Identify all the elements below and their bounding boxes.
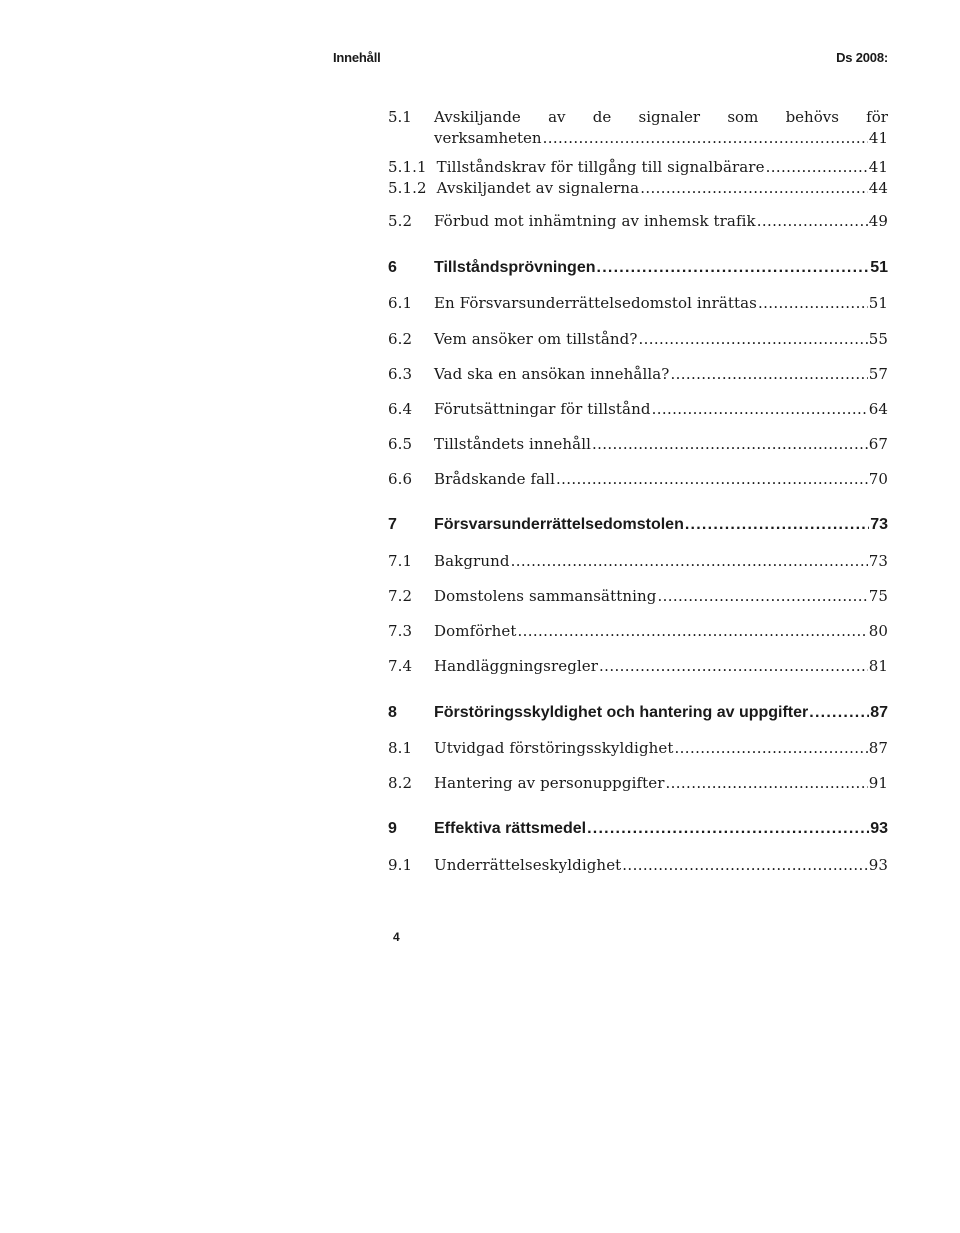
- toc-entry-page: 41: [868, 129, 888, 147]
- toc-entry-page: 73: [870, 516, 888, 533]
- toc-entry-number: 8.2: [388, 774, 413, 792]
- toc-entry: [388, 774, 888, 792]
- toc-entry-page: 49: [868, 212, 888, 230]
- toc-entry-page: 80: [868, 622, 888, 640]
- toc-entry-page: 70: [868, 470, 888, 488]
- toc-entry-title: Vem ansöker om tillstånd?: [434, 330, 638, 348]
- toc-entry-title: [434, 108, 888, 126]
- toc-entry-page: 64: [868, 400, 888, 418]
- toc-entry-title: Domförhet: [434, 622, 517, 640]
- dot-leader: [766, 158, 868, 176]
- toc-entry-number: 6.3: [388, 365, 413, 383]
- toc-entry-title-continuation: verksamheten: [434, 129, 542, 147]
- toc-entry-number: 6.1: [388, 294, 413, 312]
- dot-leader: [622, 856, 867, 874]
- toc-entry-5-1-2: [388, 179, 888, 197]
- toc-entry-number: 6.6: [388, 470, 413, 488]
- dot-leader: [652, 400, 868, 418]
- dot-leader: [758, 294, 868, 312]
- toc-entry-number: 7: [388, 516, 397, 533]
- toc-chapter-entry: [388, 820, 888, 838]
- toc-entry-title: Förbud mot inhämtning av inhemsk trafik: [434, 212, 756, 230]
- toc-entry-page: 55: [868, 330, 888, 348]
- dot-leader: [666, 774, 868, 792]
- toc-entry-page: 87: [868, 739, 888, 757]
- toc-entry: [388, 739, 888, 757]
- toc-entry-number: 5.1.2: [388, 179, 427, 197]
- toc-entry: [388, 552, 888, 570]
- dot-leader: [685, 516, 869, 534]
- toc-chapter-entry: [388, 704, 888, 722]
- toc-entry-title: Hantering av personuppgifter: [434, 774, 665, 792]
- toc-entry-5-1-1: [388, 158, 888, 176]
- toc-entry-number: 5.1: [388, 108, 412, 126]
- toc-entry-number: 6.2: [388, 330, 413, 348]
- dot-leader: [757, 212, 868, 230]
- toc-entry: [388, 470, 888, 488]
- toc-entry-number: 8.1: [388, 739, 413, 757]
- dot-leader: [809, 704, 869, 722]
- dot-leader: [670, 365, 867, 383]
- dot-leader: [597, 259, 870, 277]
- toc-entry-title: Brådskande fall: [434, 470, 555, 488]
- dot-leader: [675, 739, 868, 757]
- toc-entry-title: Effektiva rättsmedel: [434, 820, 587, 837]
- page-number: 4: [393, 930, 400, 944]
- toc-entry-page: 75: [868, 587, 888, 605]
- title-word: för: [866, 108, 888, 126]
- toc-entry-title: Försvarsunderrättelsedomstolen: [434, 516, 684, 533]
- dot-leader: [587, 820, 869, 838]
- toc-entry-title: Förstöringsskyldighet och hantering av uppgifter: [434, 704, 809, 721]
- toc-entry: [388, 657, 888, 675]
- toc-entry: [388, 622, 888, 640]
- dot-leader: [543, 129, 868, 147]
- toc-entry-number: 6.4: [388, 400, 413, 418]
- title-word: Avskiljande: [434, 108, 521, 126]
- dot-leader: [657, 587, 867, 605]
- title-word: som: [727, 108, 759, 126]
- toc-entry: [388, 294, 888, 312]
- toc-entry-title: Tillståndets innehåll: [434, 435, 591, 453]
- dot-leader: [640, 179, 867, 197]
- toc-entry: [388, 856, 888, 874]
- toc-entry-page: 51: [870, 259, 888, 276]
- toc-entry-number: 5.1.1: [388, 158, 427, 176]
- header-document-id: Ds 2008:: [836, 50, 888, 65]
- toc-entry-title: Tillståndsprövningen: [434, 259, 596, 276]
- toc-entry-page: 93: [868, 856, 888, 874]
- toc-entry-page: 44: [868, 179, 888, 197]
- toc-entry-page: 51: [868, 294, 888, 312]
- dot-leader: [518, 622, 868, 640]
- dot-leader: [638, 330, 867, 348]
- toc-entry-number: 7.2: [388, 587, 413, 605]
- toc-entry-page: 73: [868, 552, 888, 570]
- toc-entry-page: 93: [870, 820, 888, 837]
- toc-entry-page: 81: [868, 657, 888, 675]
- dot-leader: [511, 552, 868, 570]
- toc-entry-title: Underrättelseskyldighet: [434, 856, 622, 874]
- toc-entry-number: 8: [388, 704, 397, 721]
- title-word: de: [592, 108, 612, 126]
- toc-entry-number: 5.2: [388, 212, 413, 230]
- running-header: [333, 50, 888, 70]
- toc-entry-title: Förutsättningar för tillstånd: [434, 400, 651, 418]
- toc-chapter-entry: [388, 516, 888, 534]
- toc-entry-number: 6.5: [388, 435, 413, 453]
- toc-chapter-entry: [388, 259, 888, 277]
- toc-entry-number: 7.1: [388, 552, 413, 570]
- toc-entry-page: 91: [868, 774, 888, 792]
- toc-entry-title: En Försvarsunderrättelsedomstol inrättas: [434, 294, 757, 312]
- toc-entry: [388, 365, 888, 383]
- toc-entry-title: Domstolens sammansättning: [434, 587, 657, 605]
- title-word: av: [548, 108, 566, 126]
- title-word: behövs: [785, 108, 839, 126]
- toc-entry-title: Bakgrund: [434, 552, 510, 570]
- toc-entry: [388, 212, 888, 230]
- toc-entry: [388, 587, 888, 605]
- toc-entry: [388, 400, 888, 418]
- toc-entry-title: Handläggningsregler: [434, 657, 599, 675]
- toc-entry-page: 41: [868, 158, 888, 176]
- toc-entry-number: 7.4: [388, 657, 413, 675]
- toc-entry-title: Vad ska en ansökan innehålla?: [434, 365, 670, 383]
- dot-leader: [556, 470, 868, 488]
- title-word: signaler: [638, 108, 701, 126]
- toc-entry-number: 7.3: [388, 622, 413, 640]
- dot-leader: [599, 657, 868, 675]
- toc-entry-number: 9: [388, 820, 397, 837]
- header-section-title: Innehåll: [333, 50, 381, 65]
- toc-entry-number: 9.1: [388, 856, 413, 874]
- toc-entry-5-1: [388, 108, 888, 147]
- dot-leader: [592, 435, 868, 453]
- toc-entry-page: 67: [868, 435, 888, 453]
- toc-entry-title: Avskiljandet av signalerna: [436, 179, 640, 197]
- toc-entry-title: Tillståndskrav för tillgång till signalbärare: [436, 158, 765, 176]
- toc-entry-title: Utvidgad förstöringsskyldighet: [434, 739, 674, 757]
- toc-entry: [388, 435, 888, 453]
- toc-entry-page: 87: [870, 704, 888, 721]
- toc-entry: [388, 330, 888, 348]
- toc-entry-number: 6: [388, 259, 397, 276]
- toc-entry-page: 57: [868, 365, 888, 383]
